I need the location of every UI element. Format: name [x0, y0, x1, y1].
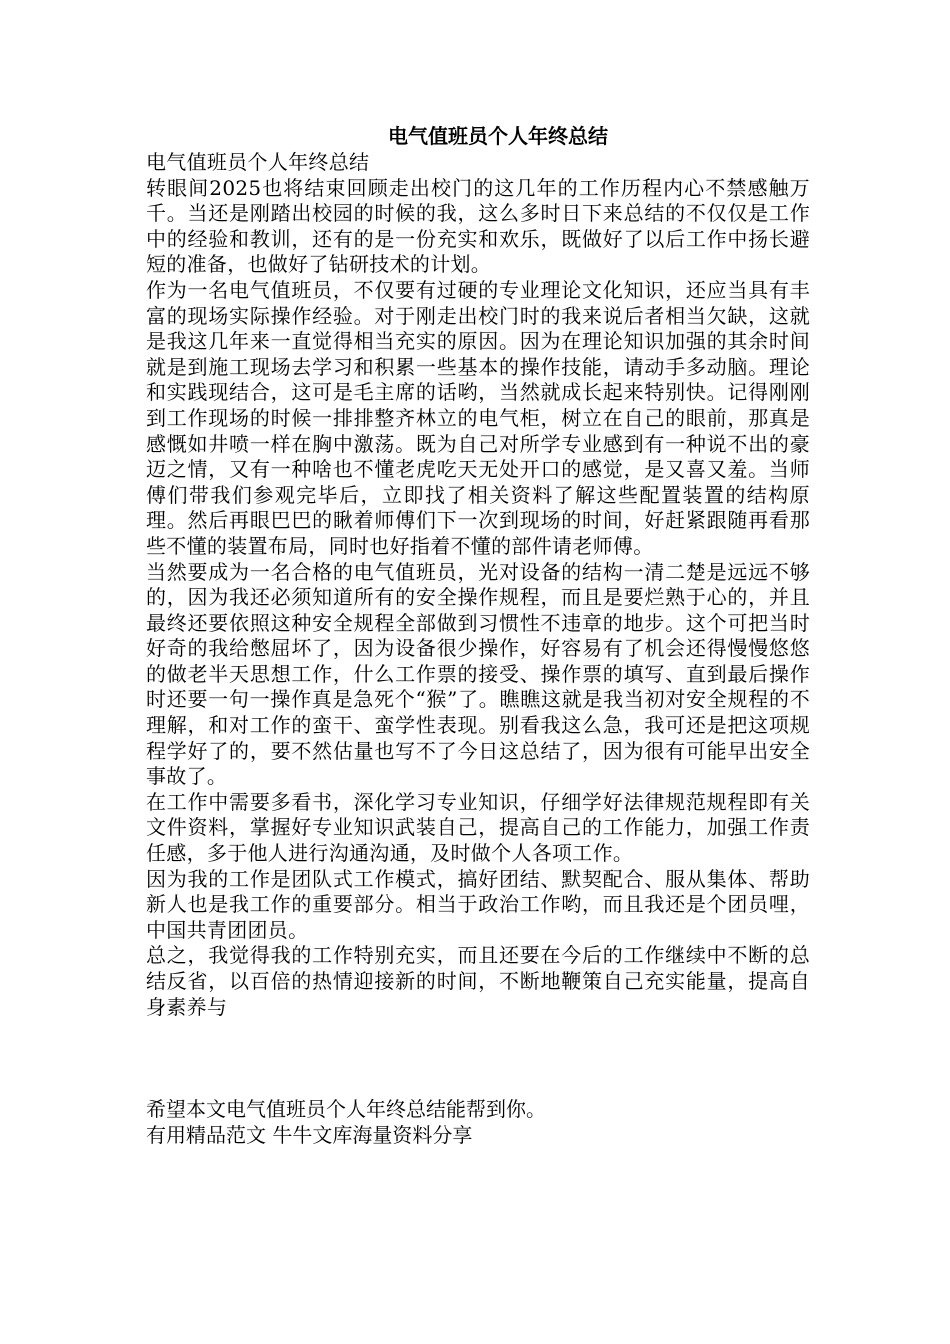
body-paragraph: 在工作中需要多看书，深化学习专业知识，仔细学好法律规范规程即有关文件资料，掌握好专业知识武装自己，提高自己的工作能力，加强工作责任感，多于他人进行沟通沟通，及时做个人各项工作。 — [146, 789, 810, 866]
footer-line: 希望本文电气值班员个人年终总结能帮到你。 — [146, 1097, 546, 1122]
body-paragraph: 当然要成为一名合格的电气值班员，光对设备的结构一清二楚是远远不够的，因为我还必须知道所有的安全操作规程，而且是要烂熟于心的，并且最终还要依照这种安全规程全部做到习惯性不违章的地步。这个可把当时好奇的我给憋屈坏了，因为设备很少操作，好容易有了机会还得慢慢悠悠的做老半天思想工作，什么工作票的接受、操作票的填写、直到最后操作时还要一句一操作真是急死个“猴”了。瞧瞧这就是我当初对安全规程的不理解，和对工作的蛮干、蛮学性表现。别看我这么急，我可还是把这项规程学好了的，要不然估量也写不了今日这总结了，因为很有可能早出安全事故了。 — [146, 559, 810, 789]
footer-line: 有用精品范文 牛牛文库海量资料分享 — [146, 1122, 473, 1147]
subtitle-paragraph: 电气值班员个人年终总结 — [146, 150, 370, 174]
spacer — [146, 1020, 810, 1097]
body-paragraph: 作为一名电气值班员，不仅要有过硬的专业理论文化知识，还应当具有丰富的现场实际操作经验。对于刚走出校门时的我来说后者相当欠缺，这就是我这几年来一直觉得相当充实的原因。因为在理论知识加强的其余时间就是到施工现场去学习和积累一些基本的操作技能，请动手多动脑。理论和实践现结合，这可是毛主席的话哟，当然就成长起来特别快。记得刚刚到工作现场的时候一排排整齐林立的电气柜，树立在自己的眼前，那真是感慨如井喷一样在胸中激荡。既为自己对所学专业感到有一种说不出的豪迈之情，又有一种啥也不懂老虎吃天无处开口的感觉，是又喜又羞。当师傅们带我们参观完毕后，立即找了相关资料了解这些配置装置的结构原理。然后再眼巴巴的瞅着师傅们下一次到现场的时间，好赶紧跟随再看那些不懂的装置布局，同时也好指着不懂的部件请老师傅。 — [146, 277, 810, 558]
conclusion-paragraph: 总之，我觉得我的工作特别充实，而且还要在今后的工作继续中不断的总结反省，以百倍的热情迎接新的时间，不断地鞭策自己充实能量，提高自身素养与 — [146, 943, 810, 1019]
body-paragraph: 因为我的工作是团队式工作模式，搞好团结、默契配合、服从集体、帮助新人也是我工作的重要部分。相当于政治工作哟，而且我还是个团员哩，中国共青团团员。 — [146, 866, 810, 942]
intro-paragraph: 转眼间2025也将结束回顾走出校门的这几年的工作历程内心不禁感触万千。当还是刚踏出校园的时候的我，这么多时日下来总结的不仅仅是工作中的经验和教训，还有的是一份充实和欢乐，既做好了以后工作中扬长避短的准备，也做好了钻研技术的计划。 — [146, 175, 810, 277]
document-page — [146, 122, 810, 1148]
document-title: 电气值班员个人年终总结 — [388, 124, 608, 148]
